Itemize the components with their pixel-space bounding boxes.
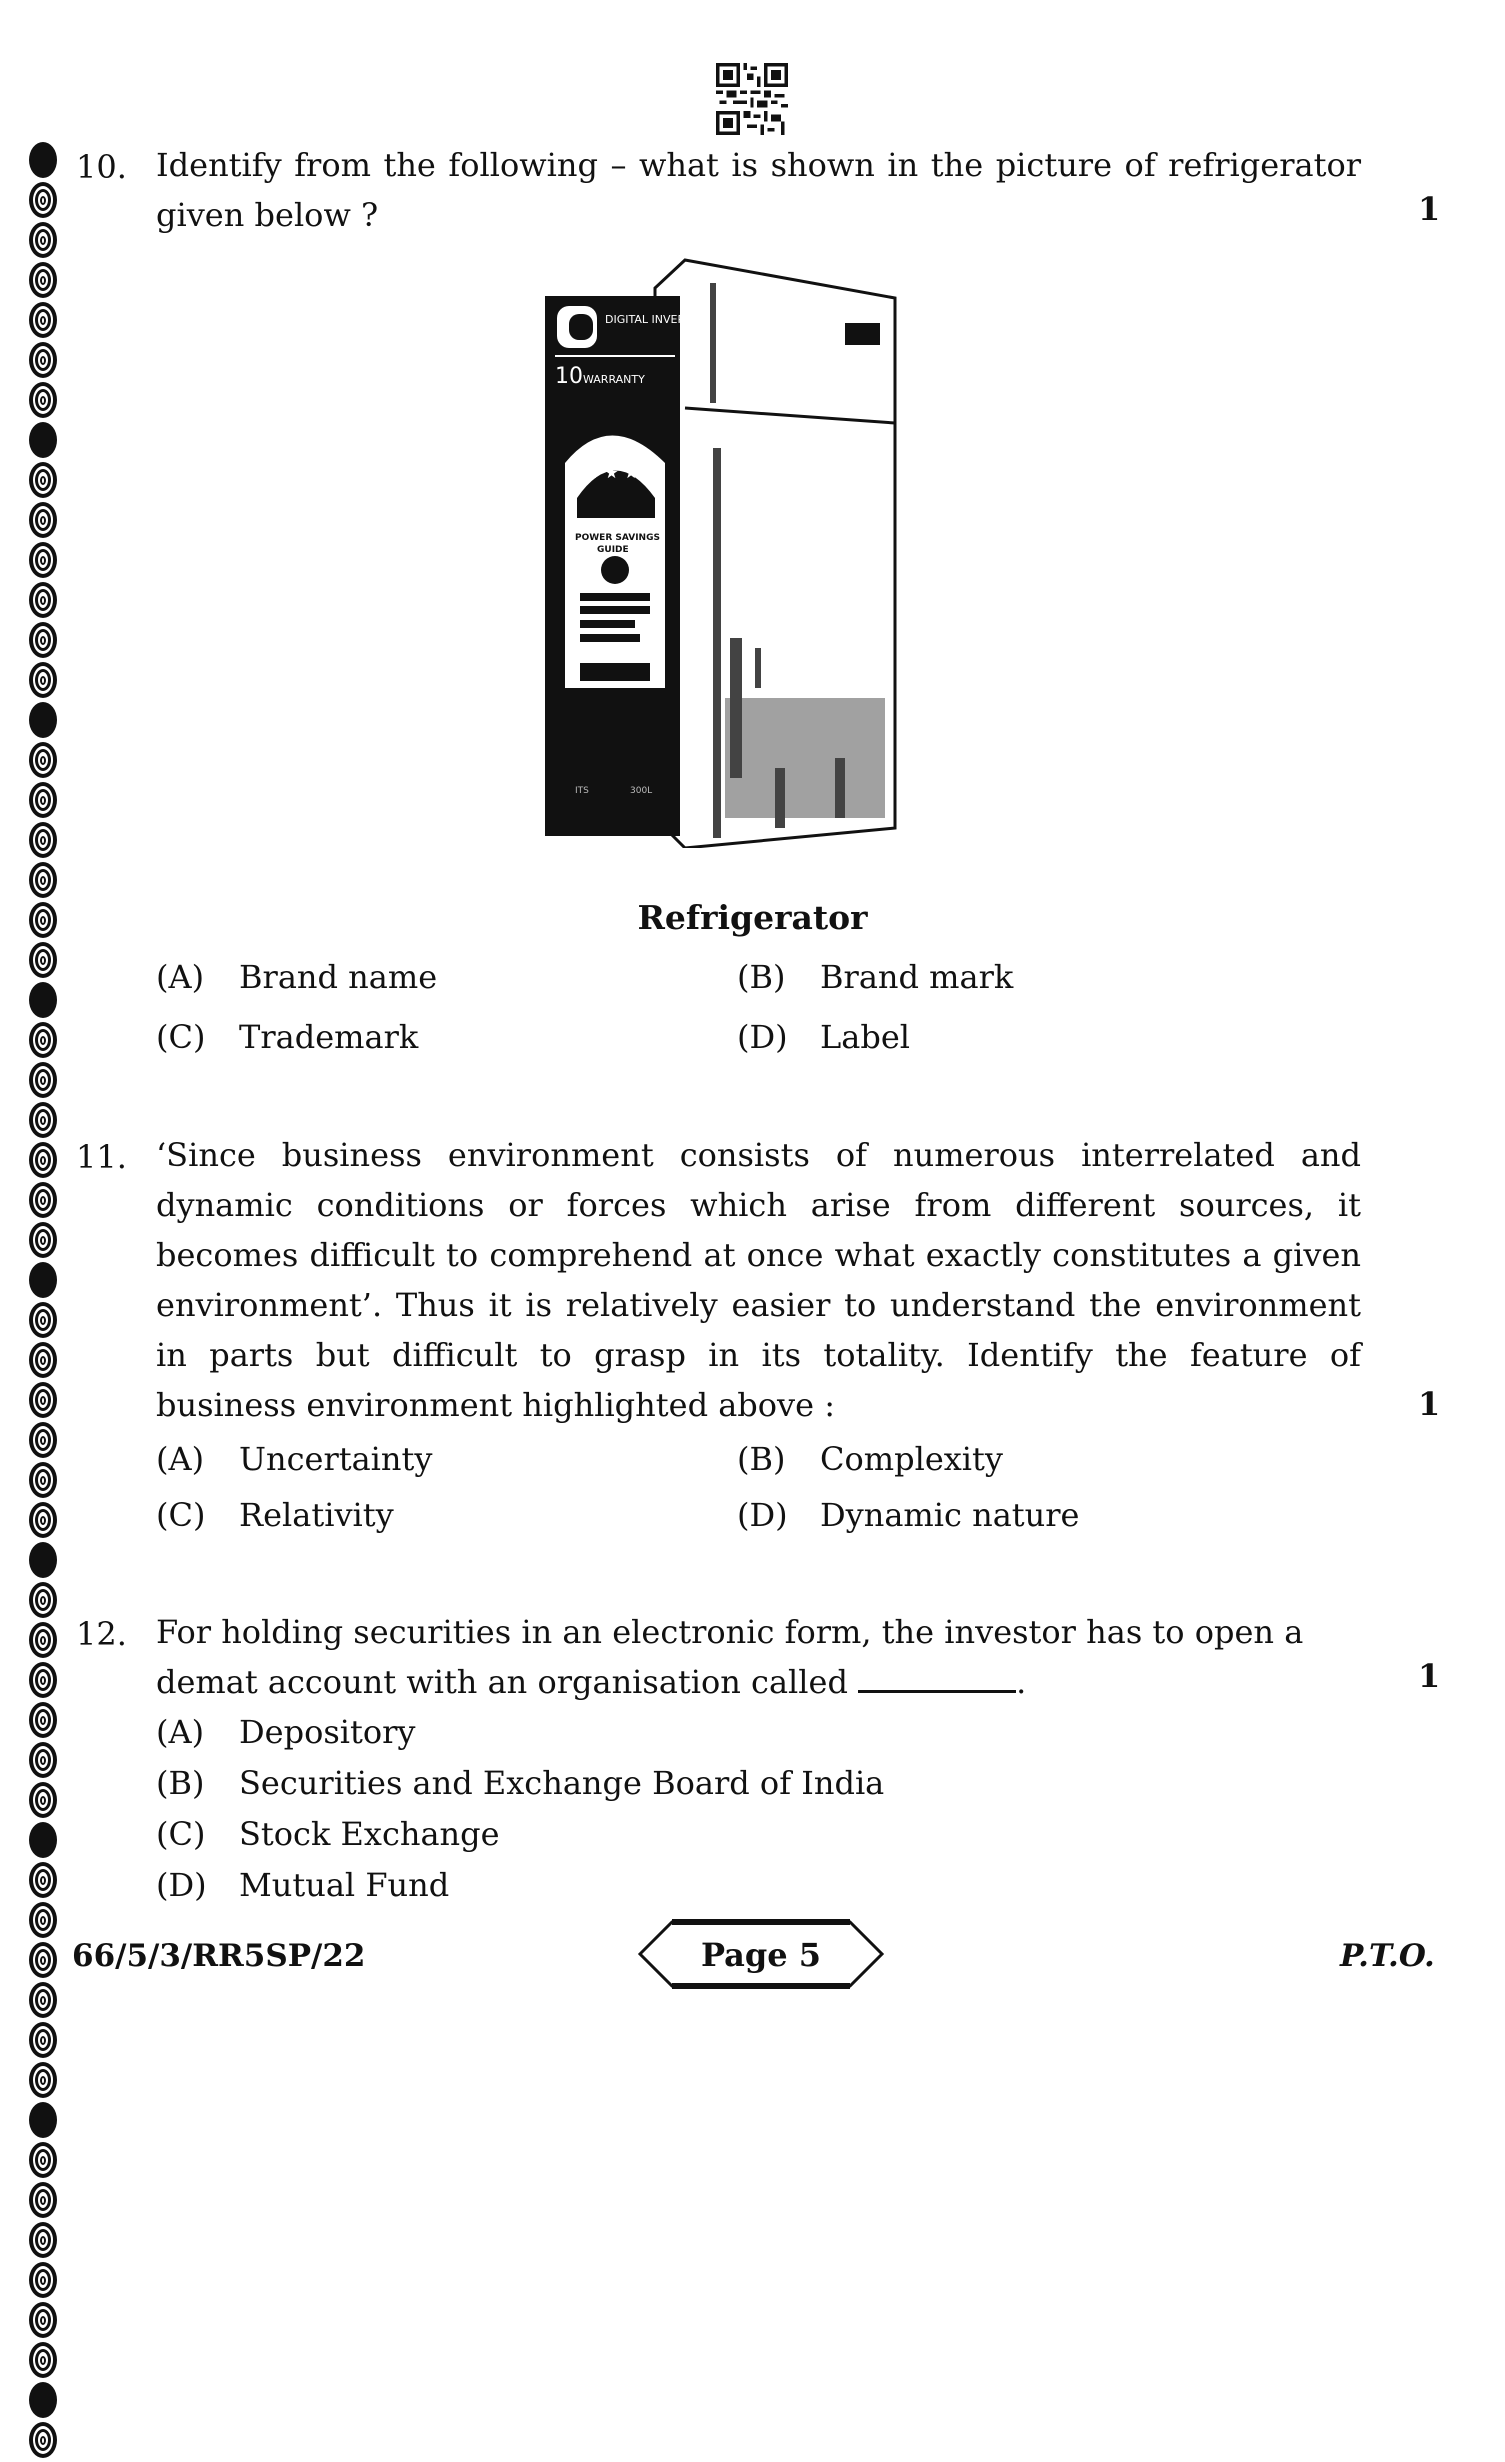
- option-text: Stock Exchange: [239, 1815, 500, 1853]
- option-text: Relativity: [239, 1496, 394, 1534]
- margin-ring-icon: [29, 462, 57, 498]
- option-letter: (A): [156, 1713, 205, 1751]
- margin-ring-icon: [29, 2302, 57, 2338]
- margin-ring-icon: [29, 2062, 57, 2098]
- margin-ring-icon: [29, 182, 57, 218]
- option-letter: (B): [737, 1440, 786, 1478]
- margin-ring-icon: [29, 1902, 57, 1938]
- svg-text:WARRANTY: WARRANTY: [583, 373, 645, 386]
- page-label: Page 5: [700, 1936, 822, 1974]
- margin-ring-icon: [29, 622, 57, 658]
- margin-ring-icon: [29, 1502, 57, 1538]
- margin-ring-icon: [29, 2262, 57, 2298]
- margin-ring-icon: [29, 822, 57, 858]
- option-letter: (A): [156, 958, 205, 996]
- margin-ring-icon: [29, 2422, 57, 2458]
- option-text: Complexity: [820, 1440, 1003, 1478]
- svg-text:GUIDE: GUIDE: [597, 545, 629, 555]
- margin-ring-icon: [29, 1462, 57, 1498]
- question-text-body: For holding securities in an electronic form, the investor has to open a demat account with an organisation called: [156, 1613, 1304, 1701]
- margin-ring-icon: [29, 1222, 57, 1258]
- margin-ring-icon: [29, 2342, 57, 2378]
- margin-ring-icon: [29, 1582, 57, 1618]
- margin-ring-icon: [29, 1702, 57, 1738]
- option-q11-c[interactable]: [156, 1496, 394, 1534]
- pto-label: P.T.O.: [1340, 1938, 1435, 1974]
- question-text: ‘Since business environment consists of numerous interrelated and dynamic conditions or forces which arise from different sources, it becomes difficult to comprehend at once what exactly constitutes a given environment’. Thus it is relatively easier to understand the environment in parts but difficult to grasp in its totality. Identify the feature of business environment highlighted above :: [156, 1136, 1361, 1424]
- option-text: Trademark: [239, 1018, 419, 1056]
- margin-ring-icon: [29, 942, 57, 978]
- margin-ring-icon: [29, 2022, 57, 2058]
- option-letter: (B): [156, 1764, 205, 1802]
- margin-ring-icon: [29, 142, 57, 178]
- margin-ring-icon: [29, 2142, 57, 2178]
- option-q12-c[interactable]: [156, 1815, 500, 1853]
- svg-text:300L: 300L: [630, 786, 653, 796]
- margin-ring-icon: [29, 1302, 57, 1338]
- margin-ring-icon: [29, 422, 57, 458]
- margin-ring-icon: [29, 582, 57, 618]
- option-text: Dynamic nature: [820, 1496, 1080, 1534]
- margin-ring-icon: [29, 1742, 57, 1778]
- margin-ring-icon: [29, 2102, 57, 2138]
- margin-ring-icon: [29, 1182, 57, 1218]
- option-letter: (B): [737, 958, 786, 996]
- margin-ring-icon: [29, 662, 57, 698]
- svg-text:★ ★ ★: ★ ★ ★: [585, 463, 639, 482]
- option-letter: (D): [156, 1866, 207, 1904]
- question-number: 12.: [76, 1615, 127, 1653]
- margin-ring-icon: [29, 1862, 57, 1898]
- margin-ring-icon: [29, 1342, 57, 1378]
- margin-ring-icon: [29, 862, 57, 898]
- margin-ring-icon: [29, 1982, 57, 2018]
- refrigerator-figure: [535, 248, 905, 848]
- margin-ring-icon: [29, 2222, 57, 2258]
- margin-ring-icon: [29, 2182, 57, 2218]
- margin-ring-icon: [29, 382, 57, 418]
- option-q10-d[interactable]: [737, 1018, 910, 1056]
- svg-text:10: 10: [555, 364, 583, 389]
- svg-text:POWER SAVINGS: POWER SAVINGS: [575, 533, 660, 543]
- svg-text:ITS: ITS: [575, 786, 589, 796]
- margin-ring-icon: [29, 1822, 57, 1858]
- question-text: [156, 1607, 1361, 1707]
- question-number: 11.: [76, 1138, 127, 1176]
- option-text: Brand name: [239, 958, 438, 996]
- page-number-badge: [636, 1918, 886, 1990]
- margin-ring-icon: [29, 1102, 57, 1138]
- question-number: 10.: [76, 148, 127, 186]
- question-text: Identify from the following – what is shown in the picture of refrigerator given below ?: [156, 146, 1361, 234]
- option-q10-a[interactable]: [156, 958, 437, 996]
- paper-code: 66/5/3/RR5SP/22: [72, 1938, 366, 1974]
- margin-ring-icon: [29, 702, 57, 738]
- margin-ring-icon: [29, 502, 57, 538]
- margin-ring-icon: [29, 982, 57, 1018]
- margin-ring-icon: [29, 1542, 57, 1578]
- figure-caption: Refrigerator: [637, 898, 868, 937]
- option-q10-b[interactable]: [737, 958, 1013, 996]
- margin-ring-icon: [29, 262, 57, 298]
- option-q11-d[interactable]: [737, 1496, 1079, 1534]
- margin-ring-icon: [29, 1022, 57, 1058]
- option-q11-b[interactable]: [737, 1440, 1003, 1478]
- margin-ring-icon: [29, 1062, 57, 1098]
- margin-ring-icon: [29, 1262, 57, 1298]
- option-q10-c[interactable]: [156, 1018, 418, 1056]
- option-text: Uncertainty: [239, 1440, 433, 1478]
- margin-ring-icon: [29, 342, 57, 378]
- margin-ring-icon: [29, 1142, 57, 1178]
- option-q11-a[interactable]: [156, 1440, 432, 1478]
- option-text: Securities and Exchange Board of India: [239, 1764, 885, 1802]
- option-letter: (C): [156, 1018, 206, 1056]
- margin-ring-icon: [29, 742, 57, 778]
- question-text-end: .: [1016, 1663, 1027, 1701]
- margin-ring-icon: [29, 1942, 57, 1978]
- option-text: Mutual Fund: [239, 1866, 450, 1904]
- margin-ring-icon: [29, 782, 57, 818]
- margin-ring-icon: [29, 1422, 57, 1458]
- question-marks: 1: [1418, 1657, 1441, 1695]
- question-marks: 1: [1418, 1385, 1441, 1423]
- option-letter: (D): [737, 1496, 788, 1534]
- option-text: Label: [820, 1018, 910, 1056]
- margin-ring-icon: [29, 542, 57, 578]
- margin-ring-icon: [29, 1622, 57, 1658]
- option-letter: (C): [156, 1496, 206, 1534]
- margin-ring-icon: [29, 1782, 57, 1818]
- margin-ring-icon: [29, 2382, 57, 2418]
- question-marks: 1: [1418, 190, 1441, 228]
- option-q12-b[interactable]: [156, 1764, 884, 1802]
- margin-ring-icon: [29, 1662, 57, 1698]
- option-text: Brand mark: [820, 958, 1014, 996]
- option-letter: (C): [156, 1815, 206, 1853]
- option-letter: (D): [737, 1018, 788, 1056]
- answer-blank: [858, 1664, 1016, 1693]
- margin-ring-icon: [29, 222, 57, 258]
- margin-ring-chain: [26, 142, 60, 2462]
- margin-ring-icon: [29, 302, 57, 338]
- label-text: DIGITAL INVERTER: [605, 313, 706, 326]
- margin-ring-icon: [29, 1382, 57, 1418]
- option-q12-a[interactable]: [156, 1713, 416, 1751]
- option-text: Depository: [239, 1713, 416, 1751]
- option-q12-d[interactable]: [156, 1866, 449, 1904]
- option-letter: (A): [156, 1440, 205, 1478]
- qr-code-icon: [716, 63, 788, 135]
